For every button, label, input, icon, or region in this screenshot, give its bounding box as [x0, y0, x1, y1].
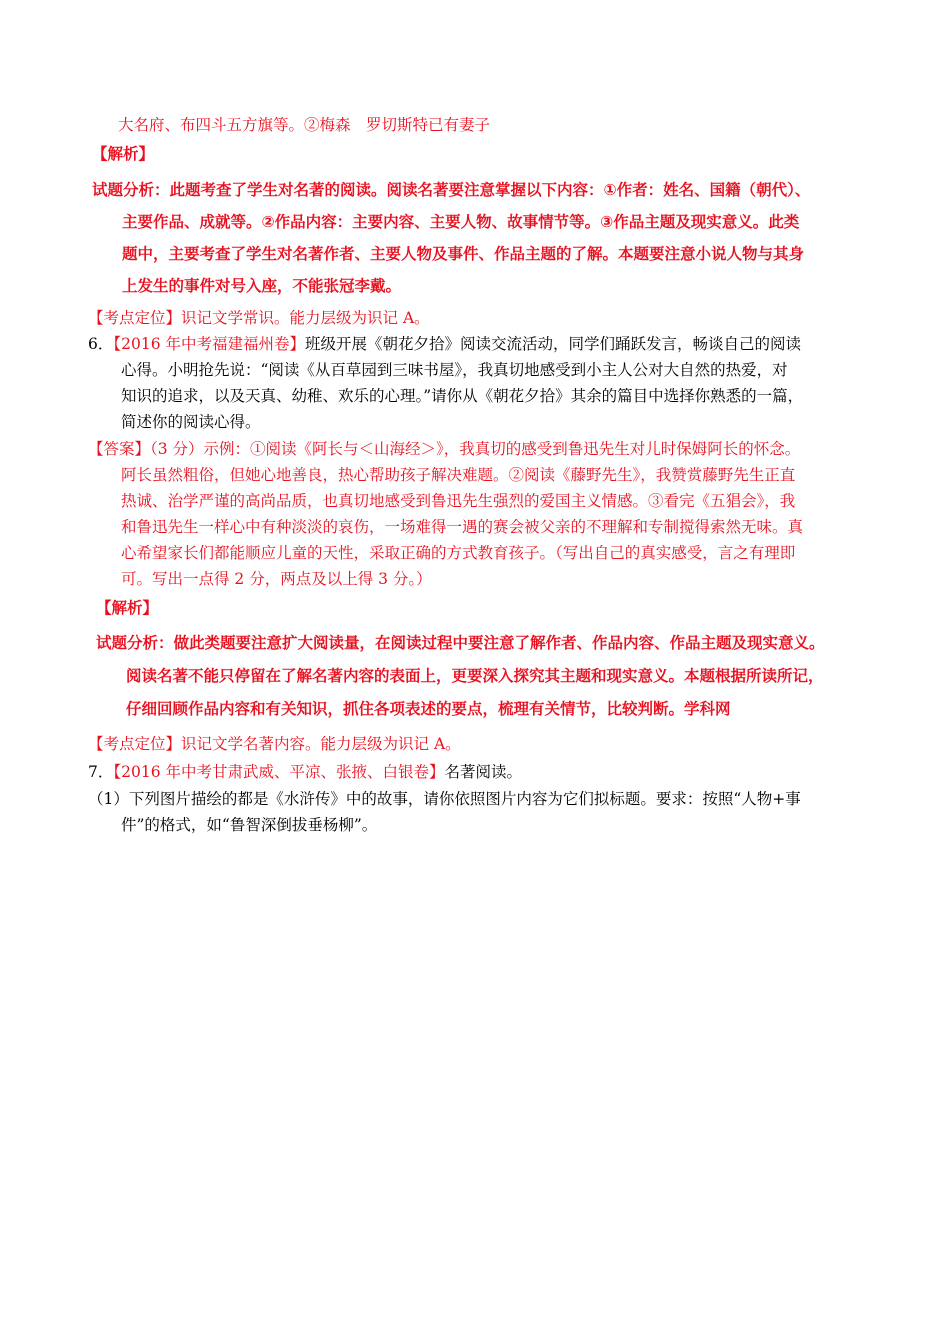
question-6-line-2: 心得。小明抢先说：“阅读《从百草园到三味书屋》，我真切地感受到小主人公对大自然的热爱，对: [121, 361, 788, 379]
knowledge-point-text: 识记文学名著内容。能力层级为识记 A。: [181, 735, 461, 753]
answer-6-line-2: 阿长虽然粗俗，但她心地善良，热心帮助孩子解决难题。②阅读《藤野先生》，我赞赏藤野先生正直: [121, 466, 796, 484]
question-source-tag: 【2016 年中考福建福州卷】: [113, 335, 305, 353]
answer-6-line-5: 心希望家长们都能顺应儿童的天性，采取正确的方式教育孩子。（写出自己的真实感受，言之有理即: [121, 544, 796, 562]
question-6-line-1: [88, 331, 801, 357]
analysis-text-1-line-1: 试题分析：此题考查了学生对名著的阅读。阅读名著要注意掌握以下内容：①作者：姓名、国籍（朝代）、: [92, 181, 811, 199]
analysis-text-2-line-1: 试题分析：做此类题要注意扩大阅读量，在阅读过程中要注意了解作者、作品内容、作品主题及现实意义。: [96, 634, 825, 652]
question-number: 6．: [88, 335, 114, 353]
analysis-heading-1: 【解析】: [92, 145, 155, 163]
analysis-heading-2: 【解析】: [96, 599, 159, 617]
analysis-text-1-line-4: 上发生的事件对号入座，不能张冠李戴。: [122, 277, 402, 295]
analysis-text-1-line-2: 主要作品、成就等。②作品内容：主要内容、主要人物、故事情节等。③作品主题及现实意义。此类: [122, 213, 800, 231]
analysis-text-1-line-3: 题中，主要考查了学生对名著作者、主要人物及事件、作品主题的了解。本题要注意小说人物与其身: [122, 245, 805, 263]
question-7-line-1: [88, 759, 522, 785]
answer-6-line-6: 可。写出一点得 2 分，两点及以上得 3 分。）: [121, 570, 432, 588]
knowledge-point-1: [88, 305, 430, 331]
answer-6-line-1: 【答案】（3 分）示例：①阅读《阿长与＜山海经＞》，我真切的感受到鲁迅先生对儿时保姆阿长的怀念。: [88, 440, 801, 458]
answer-6-line-4: 和鲁迅先生一样心中有种淡淡的哀伤，一场难得一遇的赛会被父亲的不理解和专制搅得索然无味。真: [121, 518, 804, 536]
knowledge-point-tag: 【考点定位】: [88, 735, 182, 753]
answer-continuation: 大名府、布四斗五方旗等。②梅森 罗切斯特已有妻子: [118, 116, 491, 134]
question-text: 名著阅读。: [444, 763, 523, 781]
knowledge-point-tag: 【考点定位】: [88, 309, 182, 327]
question-number: 7．: [88, 763, 114, 781]
question-6-line-4: 简述你的阅读心得。: [121, 413, 261, 431]
question-text: 班级开展《朝花夕拾》阅读交流活动，同学们踊跃发言，畅谈自己的阅读: [305, 335, 802, 353]
question-7-subquestion-line-1: （1）下列图片描绘的都是《水浒传》中的故事，请你依照图片内容为它们拟标题。要求：按照“人物+事: [88, 790, 801, 808]
question-7-subquestion-line-2: 件”的格式，如“鲁智深倒拔垂杨柳”。: [121, 816, 378, 834]
question-6-line-3: 知识的追求，以及天真、幼稚、欢乐的心理。”请你从《朝花夕拾》其余的篇目中选择你熟悉的一篇，: [121, 387, 804, 405]
answer-6-line-3: 热诚、治学严谨的高尚品质，也真切地感受到鲁迅先生强烈的爱国主义情感。③看完《五猖会》，我: [121, 492, 796, 510]
knowledge-point-2: [88, 731, 461, 757]
analysis-text-2-line-2: 阅读名著不能只停留在了解名著内容的表面上，更要深入探究其主题和现实意义。本题根据所读所记，: [126, 667, 824, 685]
analysis-text-2-line-3: 仔细回顾作品内容和有关知识，抓住各项表述的要点，梳理有关情节，比较判断。学科网: [126, 700, 731, 718]
knowledge-point-text: 识记文学常识。能力层级为识记 A。: [181, 309, 430, 327]
question-source-tag: 【2016 年中考甘肃武威、平凉、张掖、白银卷】: [113, 763, 445, 781]
